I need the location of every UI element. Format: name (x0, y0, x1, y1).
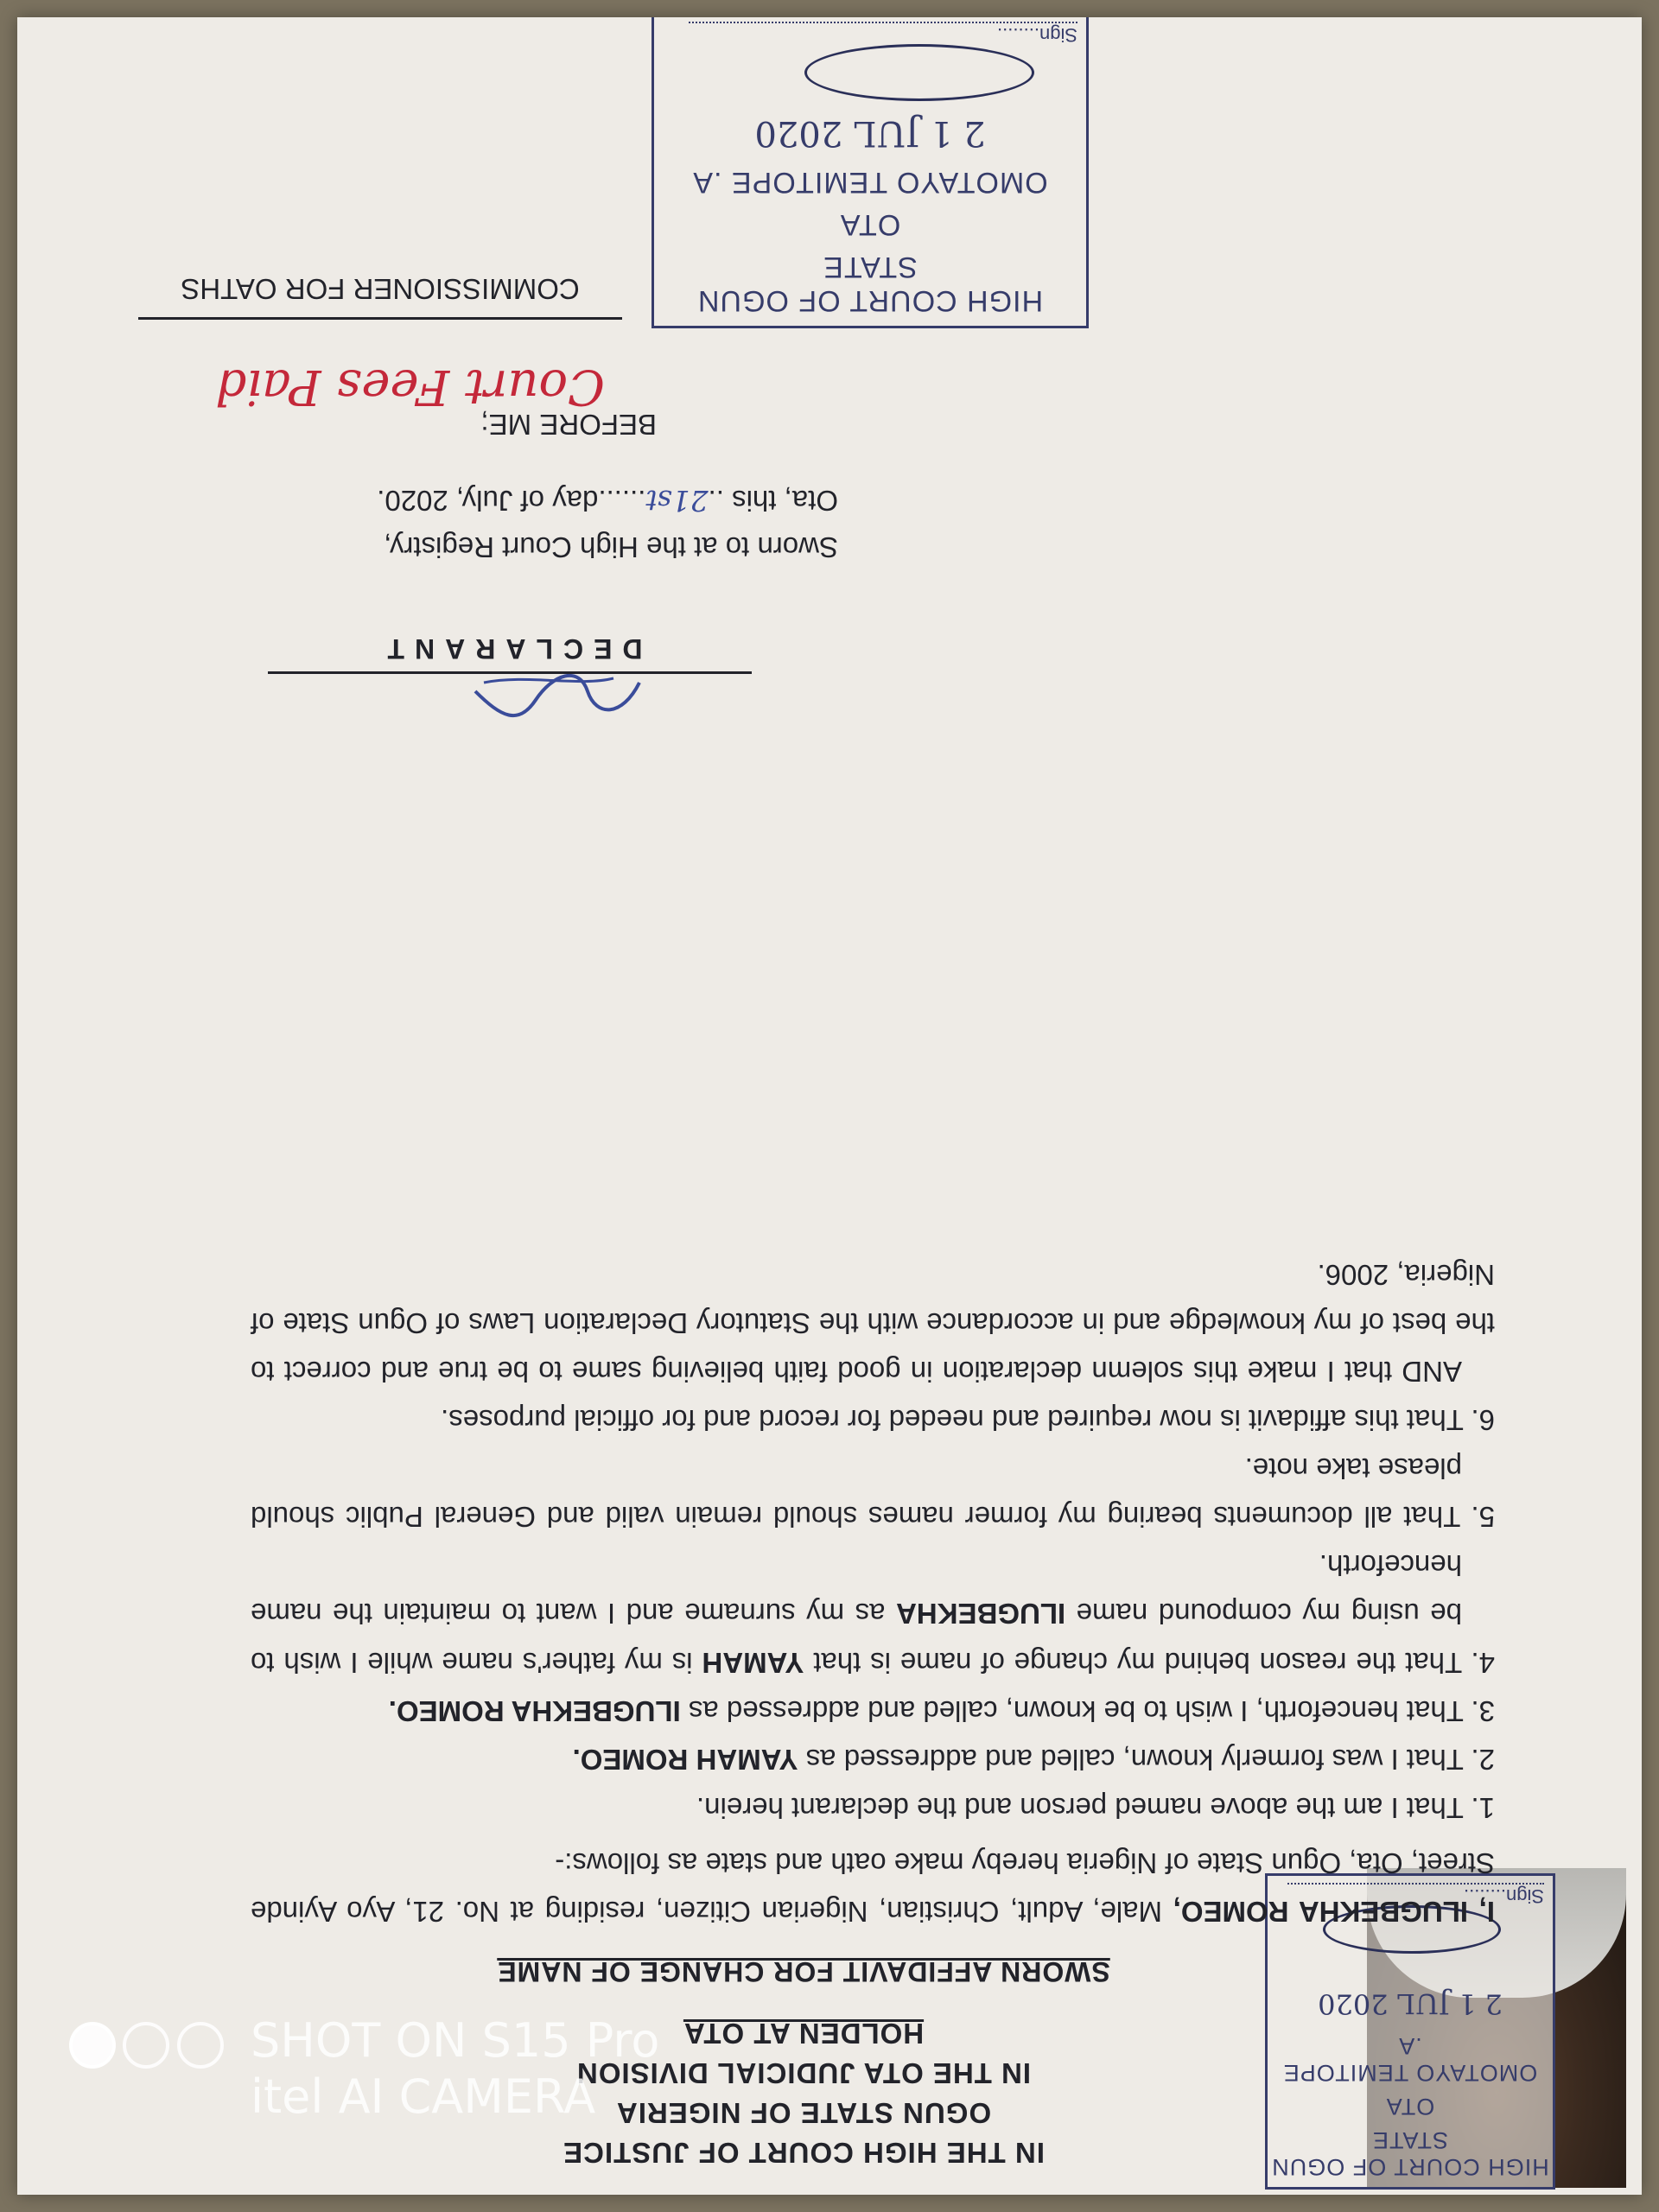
paragraph-2 (251, 1735, 1495, 1783)
paragraph-3 (251, 1687, 1495, 1735)
stamp2-sign-line: Sign........ (689, 22, 1077, 46)
affidavit-body (251, 1243, 1495, 1936)
sworn-line-2-b: ......day of July, 2020. (377, 484, 646, 517)
stamp-location: OTA (1385, 2094, 1435, 2120)
camera-watermark-logo (69, 2022, 227, 2073)
document-title: SWORN AFFIDAVIT FOR CHANGE OF NAME (497, 1956, 1110, 1987)
stamp-sign-line: Sign........ (1287, 1883, 1544, 1907)
paragraph-5: 5. That all documents bearing my former names should remain valid and General Public should please take note. (251, 1452, 1495, 1534)
paragraph-4-d: ILUGBEKHA (896, 1598, 1066, 1630)
before-me-label: BEFORE ME; (480, 409, 657, 441)
intro-paragraph (251, 1839, 1495, 1936)
watermark-line-1: SHOT ON S15 Pro (251, 2013, 660, 2068)
sworn-line-2-a: Ota, this .. (708, 484, 838, 517)
declarant-label: DECLARANT (268, 632, 752, 674)
stamp-date: 2 1 JUL 2020 (1318, 1987, 1503, 2020)
intro-rest: Male, Adult, Christian, Nigerian Citizen, residing at No. 21, Ayo Ayinde Street, Ota, Ogun State of Nigeria hereby make oath and state as follows:- (250, 1847, 1495, 1928)
closing-paragraph: AND that I make this solemn declaration in good faith believing same to be true and correct to the best of my knowledge and in accordance with the Statutory Declaration Laws of Ogun State of Nigeria, 2006. (251, 1258, 1495, 1388)
paragraph-4-e: as my surname and I want to maintain the name henceforth. (251, 1549, 1462, 1630)
new-name: ILUGBEKHA ROMEO. (388, 1694, 681, 1727)
court-fees-handwriting: Court Fees Paid (215, 359, 605, 415)
paragraph-6: 6. That this affidavit is now required and needed for record and for official purposes. (441, 1404, 1495, 1437)
paragraph-2-text: 2. That I was formerly known, called and addressed as (798, 1743, 1495, 1776)
paragraph-4 (251, 1541, 1495, 1686)
sworn-line-1: Sworn to at the High Court Registry, (384, 531, 838, 563)
court-fees-note (86, 328, 605, 415)
paragraph-3-text: 3. That henceforth, I wish to be known, called and addressed as (680, 1694, 1495, 1727)
header-line-3: IN THE OTA JUDICIAL DIVISION (575, 2057, 1032, 2089)
stamp-officer: OMOTAYO TEMITOPE .A (1282, 2033, 1538, 2086)
former-name: YAMAH ROMEO. (572, 1743, 798, 1776)
declarant-signature (458, 665, 648, 726)
sworn-statement (147, 476, 838, 570)
stamp2-signature-scribble (804, 44, 1034, 101)
paragraph-4-c: is my father's name while I wish to be using my compound name (251, 1598, 1462, 1679)
paragraph-1: 1. That I am the above named person and the declarant herein. (696, 1791, 1495, 1824)
paragraph-4-a: 4. That the reason behind my change of name is that (804, 1646, 1495, 1679)
intro-lead: I, ILUGBEKHA ROMEO, (1173, 1896, 1495, 1928)
stamp2-court-name: HIGH COURT OF OGUN STATE (696, 251, 1044, 317)
watermark-ring-icon (177, 2022, 224, 2069)
stamp2-date: 2 1 JUL 2020 (754, 113, 986, 153)
watermark-line-2: itel AI CAMERA (251, 2069, 596, 2124)
affidavit-page (17, 17, 1642, 2195)
paragraph-4-b: YAMAH (702, 1646, 804, 1679)
court-stamp-large (652, 17, 1089, 328)
header-line-2: OGUN STATE OF NIGERIA (615, 2097, 992, 2129)
sworn-line-2 (147, 476, 838, 523)
stamp2-location: OTA (839, 208, 901, 241)
upside-down-content (17, 17, 1642, 2195)
commissioner-label: COMMISSIONER FOR OATHS (138, 272, 622, 320)
header-line-4: HOLDEN AT OTA (683, 2018, 925, 2050)
stamp-court-name: HIGH COURT OF OGUN STATE (1271, 2127, 1549, 2180)
camera-watermark (251, 2013, 659, 2126)
stamp2-officer: OMOTAYO TEMITOPE .A (692, 166, 1048, 199)
header-line-1: IN THE HIGH COURT OF JUSTICE (563, 2137, 1045, 2169)
watermark-dot-icon (69, 2022, 116, 2069)
sworn-day-handwritten: 21st (645, 483, 709, 518)
watermark-ring-icon (123, 2022, 169, 2069)
